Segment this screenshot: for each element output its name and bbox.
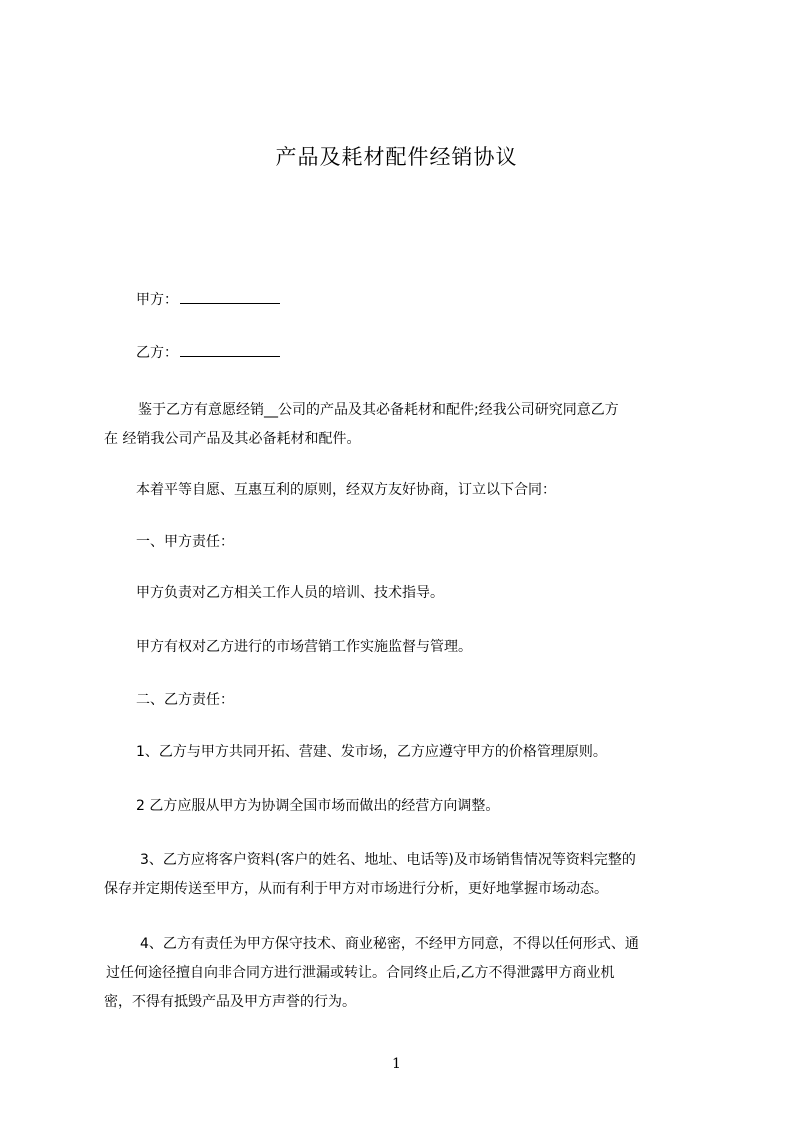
document-title: 产品及耗材配件经销协议 [275,145,518,169]
section-2-item-4-line-1: 4、乙方有责任为甲方保守技术、商业秘密，不经甲方同意，不得以任何形式、通 [140,936,639,952]
party-a-blank [180,290,280,304]
party-a-line [136,290,280,310]
section-2-item-3 [104,846,710,904]
section-1-heading: 一、甲方责任： [136,534,234,550]
section-2-item-3-line-1: 3、乙方应将客户资料(客户的姓名、地址、电话等)及市场销售情况等资料完整的 [140,852,636,868]
section-1-item-1: 甲方负责对乙方相关工作人员的培训、技术指导。 [136,585,444,601]
intro-line-2: 在 经销我公司产品及其必备耗材和配件。 [104,431,361,447]
section-2-item-2: 2 乙方应服从甲方为协调全国市场而做出的经营方向调整。 [136,798,500,814]
principle-paragraph: 本着平等自愿、互惠互利的原则，经双方友好协商，订立以下合同： [136,482,556,498]
section-2-item-4 [104,930,710,1017]
party-a-label: 甲方： [136,292,178,308]
section-2-item-1: 1、乙方与甲方共同开拓、营建、发市场，乙方应遵守甲方的价格管理原则。 [136,744,607,760]
section-2-heading: 二、乙方责任： [136,692,234,708]
section-2-item-4-line-3: 密，不得有抵毁产品及甲方声誉的行为。 [104,994,356,1010]
section-2-item-3-line-2: 保存并定期传送至甲方，从而有利于甲方对市场进行分析，更好地掌握市场动态。 [104,881,608,897]
party-b-line [136,343,280,363]
intro-paragraph [104,396,710,454]
party-b-label: 乙方： [136,345,178,361]
intro-line-1: 鉴于乙方有意愿经销__公司的产品及其必备耗材和配件;经我公司研究同意乙方 [138,402,619,418]
page-number: 1 [392,1056,401,1072]
section-1-item-2: 甲方有权对乙方进行的市场营销工作实施监督与管理。 [136,639,472,655]
section-2-item-4-line-2: 过任何途径擅自向非合同方进行泄漏或转让。合同终止后,乙方不得泄露甲方商业机 [106,965,615,981]
party-b-blank [180,343,280,357]
